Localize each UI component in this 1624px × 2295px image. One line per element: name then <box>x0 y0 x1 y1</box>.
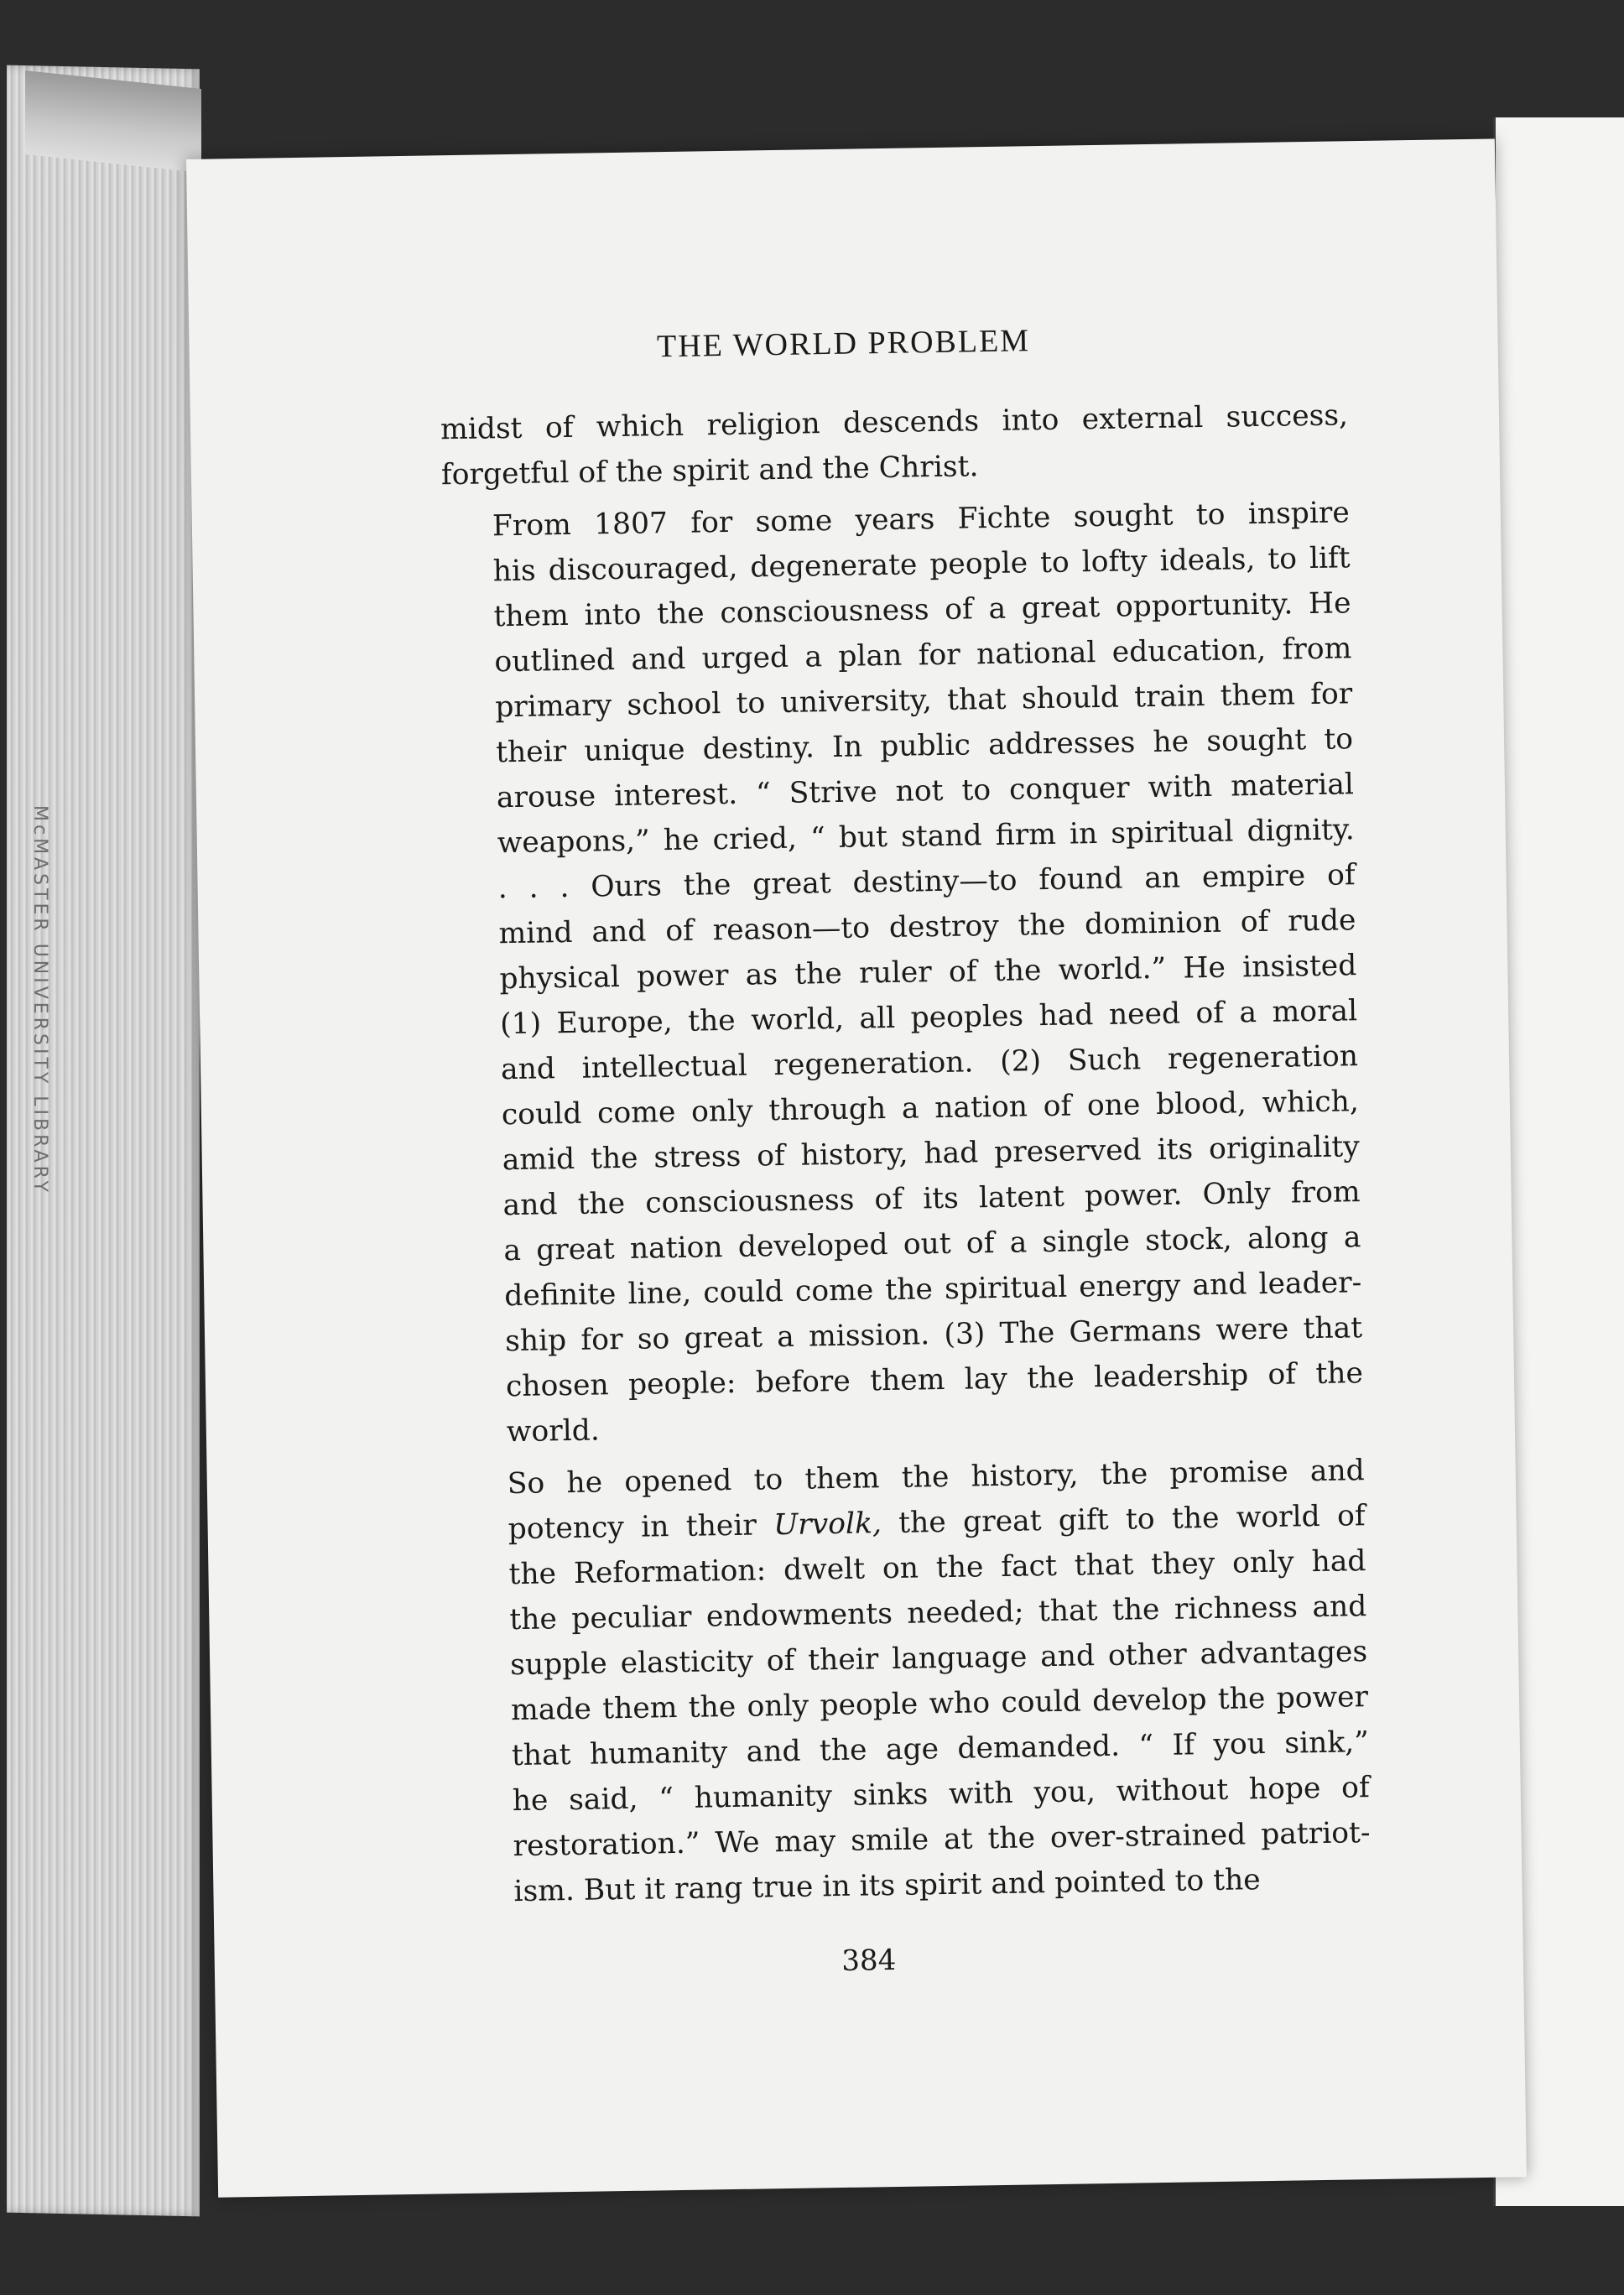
text-line: (1) Europe, the world, all peoples had need of a moral <box>499 994 1358 1042</box>
text-line: their unique destiny. In public addresses he sought to <box>495 722 1354 770</box>
text-line: potency in their Urvolk, the great gift to the world of <box>508 1499 1366 1547</box>
text-line: From 1807 for some years Fichte sought to inspire <box>492 496 1351 544</box>
text-line: his discouraged, degenerate people to lofty ideals, to lift <box>492 541 1351 589</box>
page-number: 384 <box>841 1943 897 1978</box>
paragraph <box>441 490 1364 1455</box>
text-line: restoration.” We may smile at the over-strained patriot- <box>513 1816 1371 1864</box>
text-line: and the consciousness of its latent power. Only from <box>502 1175 1361 1223</box>
text-line: ship for so great a mission. (3) The Germans were that <box>504 1311 1363 1359</box>
running-head: THE WORLD PROBLEM <box>656 323 1031 365</box>
text-line: definite line, could come the spiritual energy and leader- <box>504 1266 1362 1314</box>
library-stamp: McMASTER UNIVERSITY LIBRARY <box>29 805 50 1195</box>
book-page <box>186 138 1527 2197</box>
text-line: forgetful of the spirit and the Christ. <box>440 450 979 492</box>
text-line: that humanity and the age demanded. “ If you sink,” <box>511 1725 1370 1773</box>
text-line: weapons,” he cried, “ but stand firm in spiritual dignity. <box>497 813 1356 861</box>
text-line: chosen people: before them lay the leadership of the <box>505 1356 1364 1404</box>
text-line: the Reformation: dwelt on the fact that they only had <box>508 1544 1366 1592</box>
text-line: outlined and urged a plan for national education, from <box>494 632 1352 679</box>
text-line: physical power as the ruler of the world.” He insisted <box>499 949 1357 997</box>
paragraph <box>440 393 1350 497</box>
text-line: world. <box>506 1413 601 1449</box>
text-line: arouse interest. “ Strive not to conquer with material <box>496 768 1355 815</box>
text-line: them into the consciousness of a great opportunity. He <box>493 586 1351 634</box>
text-line: primary school to university, that should train them for <box>494 677 1353 725</box>
text-line: could come only through a nation of one blood, which, <box>501 1085 1360 1132</box>
text-line: made them the only people who could develop the power <box>510 1680 1369 1728</box>
text-line: ism. But it rang true in its spirit and pointed to the <box>513 1863 1261 1909</box>
text-line: a great nation developed out of a single stock, along a <box>503 1220 1361 1268</box>
text-line: . . . Ours the great destiny—to found an empire of <box>497 858 1356 906</box>
text-line: and intellectual regeneration. (2) Such regeneration <box>500 1039 1359 1087</box>
paragraph <box>456 1448 1371 1915</box>
text-line: the peculiar endowments needed; that the richness and <box>509 1590 1367 1637</box>
text-line: midst of which religion descends into external success, <box>440 398 1349 447</box>
text-line: mind and of reason—to destroy the dominion of rude <box>498 903 1356 951</box>
text-line: supple elasticity of their language and other advantages <box>509 1635 1368 1683</box>
body-text <box>440 393 1372 1915</box>
text-line: he said, “ humanity sinks with you, without hope of <box>512 1771 1370 1819</box>
text-line: So he opened to them the history, the promise and <box>507 1454 1366 1501</box>
text-line: amid the stress of history, had preserved its originality <box>502 1130 1360 1178</box>
